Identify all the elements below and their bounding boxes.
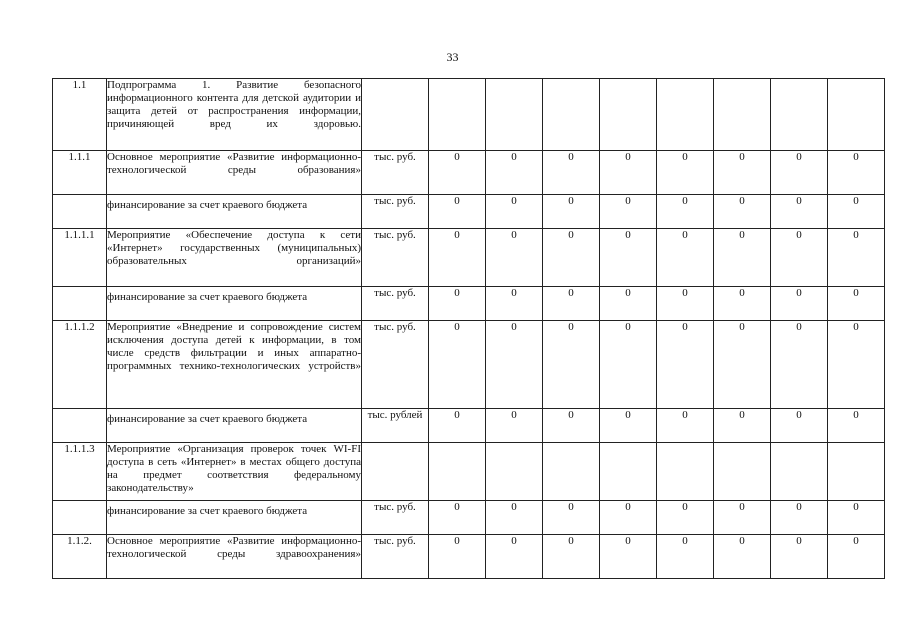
- row-code: [53, 409, 107, 443]
- table-row: [53, 321, 885, 409]
- row-value-2: [486, 443, 543, 501]
- row-value-8: [828, 79, 885, 151]
- row-code: [53, 195, 107, 229]
- table-row: [53, 151, 885, 195]
- row-value-6: 0: [714, 321, 771, 409]
- row-value-8: 0: [828, 287, 885, 321]
- row-value-1: 0: [429, 229, 486, 287]
- row-code: [53, 501, 107, 535]
- row-description: финансирование за счет краевого бюджета: [107, 409, 362, 443]
- row-value-6: 0: [714, 287, 771, 321]
- row-unit: [362, 79, 429, 151]
- row-value-5: 0: [657, 151, 714, 195]
- row-code: 1.1.1: [53, 151, 107, 195]
- row-unit: тыс. руб.: [362, 501, 429, 535]
- row-value-3: 0: [543, 195, 600, 229]
- row-value-7: 0: [771, 287, 828, 321]
- row-value-6: 0: [714, 229, 771, 287]
- row-value-7: [771, 443, 828, 501]
- row-value-1: [429, 79, 486, 151]
- row-value-6: 0: [714, 195, 771, 229]
- row-value-4: 0: [600, 287, 657, 321]
- row-value-1: 0: [429, 287, 486, 321]
- row-code: [53, 287, 107, 321]
- row-value-2: 0: [486, 229, 543, 287]
- row-value-7: 0: [771, 195, 828, 229]
- row-value-2: 0: [486, 501, 543, 535]
- row-value-5: 0: [657, 321, 714, 409]
- row-value-6: 0: [714, 501, 771, 535]
- row-value-4: 0: [600, 151, 657, 195]
- row-value-2: 0: [486, 409, 543, 443]
- row-value-1: 0: [429, 151, 486, 195]
- row-value-5: 0: [657, 195, 714, 229]
- row-value-5: [657, 443, 714, 501]
- row-value-8: 0: [828, 229, 885, 287]
- row-value-4: 0: [600, 229, 657, 287]
- row-value-8: 0: [828, 151, 885, 195]
- row-unit: [362, 443, 429, 501]
- row-value-3: 0: [543, 409, 600, 443]
- row-value-4: 0: [600, 195, 657, 229]
- row-description: Мероприятие «Обеспечение доступа к сети «Интернет» государственных (муниципальных) образовательных организаций»: [107, 229, 362, 287]
- row-value-5: 0: [657, 409, 714, 443]
- row-value-8: 0: [828, 501, 885, 535]
- row-value-2: 0: [486, 287, 543, 321]
- table-row: [53, 535, 885, 579]
- row-value-4: 0: [600, 321, 657, 409]
- row-value-2: 0: [486, 195, 543, 229]
- row-value-1: 0: [429, 195, 486, 229]
- row-value-4: 0: [600, 535, 657, 579]
- row-unit: тыс. руб.: [362, 535, 429, 579]
- row-value-3: [543, 79, 600, 151]
- row-value-2: [486, 79, 543, 151]
- row-value-6: 0: [714, 409, 771, 443]
- row-code: 1.1.1.2: [53, 321, 107, 409]
- row-value-3: 0: [543, 229, 600, 287]
- row-value-5: [657, 79, 714, 151]
- row-value-7: 0: [771, 409, 828, 443]
- row-code: 1.1.1.3: [53, 443, 107, 501]
- row-value-8: 0: [828, 321, 885, 409]
- row-value-5: 0: [657, 535, 714, 579]
- row-value-3: 0: [543, 287, 600, 321]
- row-unit: тыс. руб.: [362, 195, 429, 229]
- table-row: [53, 229, 885, 287]
- row-unit: тыс. руб.: [362, 229, 429, 287]
- table-row: [53, 79, 885, 151]
- row-value-2: 0: [486, 321, 543, 409]
- table-row: [53, 501, 885, 535]
- row-description: финансирование за счет краевого бюджета: [107, 501, 362, 535]
- row-description: Мероприятие «Организация проверок точек WI-FI доступа в сеть «Интернет» в местах общего доступа на предмет соответствия федеральному законодательству»: [107, 443, 362, 501]
- row-value-7: 0: [771, 535, 828, 579]
- row-value-1: 0: [429, 535, 486, 579]
- row-value-6: [714, 79, 771, 151]
- row-value-7: [771, 79, 828, 151]
- row-value-1: 0: [429, 321, 486, 409]
- row-value-1: 0: [429, 501, 486, 535]
- table-row: [53, 287, 885, 321]
- row-description: Основное мероприятие «Развитие информационно-технологической среды образования»: [107, 151, 362, 195]
- row-value-3: 0: [543, 321, 600, 409]
- row-description: финансирование за счет краевого бюджета: [107, 287, 362, 321]
- row-value-4: [600, 79, 657, 151]
- row-unit: тыс. руб.: [362, 321, 429, 409]
- page-number: 33: [446, 50, 459, 64]
- table-row: [53, 195, 885, 229]
- row-description: финансирование за счет краевого бюджета: [107, 195, 362, 229]
- row-value-3: 0: [543, 535, 600, 579]
- row-unit: тыс. руб.: [362, 151, 429, 195]
- row-unit: тыс. рублей: [362, 409, 429, 443]
- table-row: [53, 443, 885, 501]
- row-value-4: 0: [600, 501, 657, 535]
- row-description: Подпрограмма 1. Развитие безопасного информационного контента для детской аудитории и защита детей от распространения информации, причиняющей вред их здоровью.: [107, 79, 362, 151]
- row-code: 1.1.1.1: [53, 229, 107, 287]
- row-value-5: 0: [657, 501, 714, 535]
- row-value-7: 0: [771, 321, 828, 409]
- row-value-6: 0: [714, 151, 771, 195]
- row-value-7: 0: [771, 151, 828, 195]
- row-value-3: [543, 443, 600, 501]
- row-value-1: [429, 443, 486, 501]
- row-value-1: 0: [429, 409, 486, 443]
- row-description: Мероприятие «Внедрение и сопровождение систем исключения доступа детей к информации, в том числе средств фильтрации и иных аппаратно-программных технико-технологических устройств»: [107, 321, 362, 409]
- row-value-7: 0: [771, 229, 828, 287]
- row-value-8: [828, 443, 885, 501]
- row-unit: тыс. руб.: [362, 287, 429, 321]
- row-value-5: 0: [657, 229, 714, 287]
- row-value-5: 0: [657, 287, 714, 321]
- row-value-4: 0: [600, 409, 657, 443]
- row-description: Основное мероприятие «Развитие информационно-технологической среды здравоохранения»: [107, 535, 362, 579]
- row-value-7: 0: [771, 501, 828, 535]
- table-row: [53, 409, 885, 443]
- row-value-3: 0: [543, 501, 600, 535]
- row-code: 1.1.2.: [53, 535, 107, 579]
- row-value-6: 0: [714, 535, 771, 579]
- budget-table: [52, 78, 885, 579]
- row-value-3: 0: [543, 151, 600, 195]
- row-value-2: 0: [486, 151, 543, 195]
- row-value-8: 0: [828, 535, 885, 579]
- row-value-2: 0: [486, 535, 543, 579]
- row-value-8: 0: [828, 409, 885, 443]
- row-code: 1.1: [53, 79, 107, 151]
- row-value-8: 0: [828, 195, 885, 229]
- row-value-4: [600, 443, 657, 501]
- row-value-6: [714, 443, 771, 501]
